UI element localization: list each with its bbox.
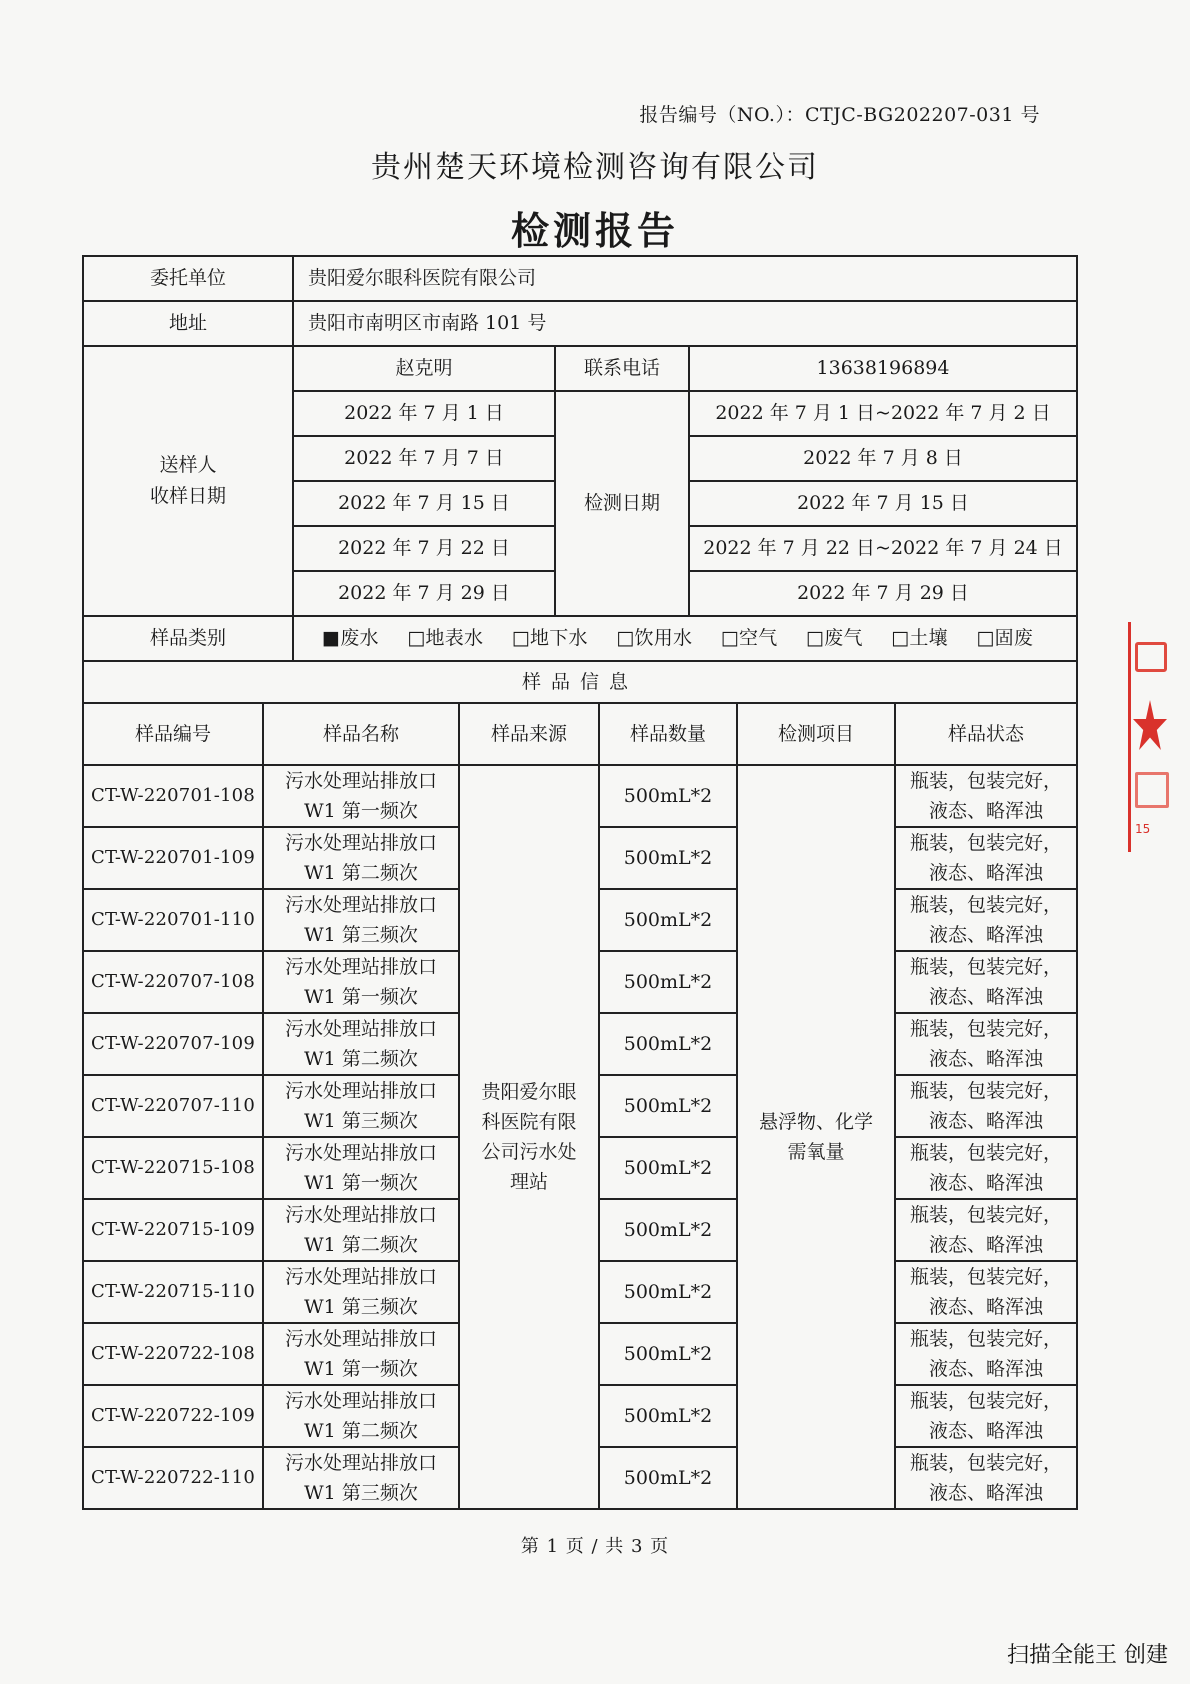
sample-quantity: 500mL*2 bbox=[599, 1137, 737, 1199]
test-items bbox=[737, 765, 895, 1509]
sample-name-line1: 污水处理站排放口 bbox=[284, 1142, 437, 1164]
col-header-name: 样品名称 bbox=[263, 703, 459, 765]
sample-name-line1: 污水处理站排放口 bbox=[284, 1452, 437, 1474]
sample-name bbox=[263, 1323, 459, 1385]
sample-state-line1: 瓶装，包装完好， bbox=[910, 1142, 1063, 1164]
category-option-air: □空气 bbox=[720, 627, 778, 649]
address-value: 贵阳市南明区市南路 101 号 bbox=[293, 301, 1077, 346]
sample-name-line2: W1 第三频次 bbox=[304, 1482, 418, 1504]
sample-code: CT-W-220707-110 bbox=[83, 1075, 263, 1137]
col-header-code: 样品编号 bbox=[83, 703, 263, 765]
sample-state-line1: 瓶装，包装完好， bbox=[910, 1204, 1063, 1226]
page-number: 第 1 页 / 共 3 页 bbox=[520, 1536, 670, 1557]
sample-state-line1: 瓶装，包装完好， bbox=[910, 894, 1063, 916]
sample-name-line1: 污水处理站排放口 bbox=[284, 956, 437, 978]
sample-name-line2: W1 第二频次 bbox=[304, 1234, 418, 1256]
sample-state-line2: 液态、略浑浊 bbox=[929, 1420, 1044, 1442]
sample-state-line2: 液态、略浑浊 bbox=[929, 1482, 1044, 1504]
sample-state-line2: 液态、略浑浊 bbox=[929, 986, 1044, 1008]
sample-name bbox=[263, 951, 459, 1013]
sample-state-line1: 瓶装，包装完好， bbox=[910, 1018, 1063, 1040]
test-date: 2022 年 7 月 29 日 bbox=[689, 571, 1077, 616]
sample-state-line2: 液态、略浑浊 bbox=[929, 1358, 1044, 1380]
info-table bbox=[82, 255, 1078, 662]
sample-name-line1: 污水处理站排放口 bbox=[284, 1328, 437, 1350]
category-option-soil: □土壤 bbox=[891, 627, 948, 649]
sample-quantity: 500mL*2 bbox=[599, 1385, 737, 1447]
sample-state bbox=[895, 1075, 1077, 1137]
sample-name-line1: 污水处理站排放口 bbox=[284, 1204, 437, 1226]
stamp-mark-icon bbox=[1135, 772, 1169, 808]
sample-quantity: 500mL*2 bbox=[599, 1447, 737, 1509]
sender-label-line1: 送样人 bbox=[159, 454, 217, 476]
sample-name bbox=[263, 1261, 459, 1323]
stamp-mark-icon: 15 bbox=[1135, 822, 1151, 836]
sample-state-line1: 瓶装，包装完好， bbox=[910, 1390, 1063, 1412]
sample-state-line1: 瓶装，包装完好， bbox=[910, 832, 1063, 854]
sample-name bbox=[263, 1447, 459, 1509]
sample-state-line1: 瓶装，包装完好， bbox=[910, 1328, 1063, 1350]
address-row bbox=[83, 301, 1077, 346]
sample-name-line2: W1 第一频次 bbox=[304, 1172, 418, 1194]
sample-name-line2: W1 第三频次 bbox=[304, 1110, 418, 1132]
sample-state-line2: 液态、略浑浊 bbox=[929, 1234, 1044, 1256]
column-header-row bbox=[83, 703, 1077, 765]
sample-state bbox=[895, 827, 1077, 889]
sample-code: CT-W-220701-108 bbox=[83, 765, 263, 827]
phone-value: 13638196894 bbox=[689, 346, 1077, 391]
sender-label bbox=[83, 346, 293, 616]
sample-state bbox=[895, 1261, 1077, 1323]
sample-state bbox=[895, 1447, 1077, 1509]
report-table-frame bbox=[82, 255, 1076, 1510]
sample-quantity: 500mL*2 bbox=[599, 951, 737, 1013]
sample-state-line2: 液态、略浑浊 bbox=[929, 924, 1044, 946]
sample-name-line2: W1 第二频次 bbox=[304, 1048, 418, 1070]
sample-quantity: 500mL*2 bbox=[599, 1323, 737, 1385]
category-row bbox=[83, 616, 1077, 661]
sample-code: CT-W-220722-109 bbox=[83, 1385, 263, 1447]
sample-name-line1: 污水处理站排放口 bbox=[284, 1266, 437, 1288]
sample-state-line1: 瓶装，包装完好， bbox=[910, 1080, 1063, 1102]
sample-name-line2: W1 第三频次 bbox=[304, 1296, 418, 1318]
sample-state bbox=[895, 1137, 1077, 1199]
sample-code: CT-W-220715-108 bbox=[83, 1137, 263, 1199]
receive-date: 2022 年 7 月 7 日 bbox=[293, 436, 555, 481]
col-header-state: 样品状态 bbox=[895, 703, 1077, 765]
sender-name: 赵克明 bbox=[293, 346, 555, 391]
client-value: 贵阳爱尔眼科医院有限公司 bbox=[293, 256, 1077, 301]
sample-state bbox=[895, 1323, 1077, 1385]
sample-name-line1: 污水处理站排放口 bbox=[284, 1018, 437, 1040]
sample-state-line1: 瓶装，包装完好， bbox=[910, 956, 1063, 978]
sample-name bbox=[263, 1199, 459, 1261]
sample-name-line2: W1 第三频次 bbox=[304, 924, 418, 946]
sample-state-line2: 液态、略浑浊 bbox=[929, 1048, 1044, 1070]
sample-code: CT-W-220722-110 bbox=[83, 1447, 263, 1509]
sender-row bbox=[83, 346, 1077, 391]
sample-code: CT-W-220707-109 bbox=[83, 1013, 263, 1075]
category-option-surface-water: □地表水 bbox=[407, 627, 484, 649]
category-option-solid-waste: □固废 bbox=[976, 627, 1034, 649]
col-header-test-items: 检测项目 bbox=[737, 703, 895, 765]
col-header-quantity: 样品数量 bbox=[599, 703, 737, 765]
report-title: 检测报告 bbox=[510, 208, 679, 253]
sample-source bbox=[459, 765, 599, 1509]
category-options bbox=[293, 616, 1077, 661]
sample-info-header-row bbox=[83, 661, 1077, 703]
sample-name-line2: W1 第二频次 bbox=[304, 862, 418, 884]
sample-state bbox=[895, 1013, 1077, 1075]
sample-source-line1: 贵阳爱尔眼 bbox=[481, 1081, 577, 1103]
sample-code: CT-W-220722-108 bbox=[83, 1323, 263, 1385]
receive-date: 2022 年 7 月 1 日 bbox=[293, 391, 555, 436]
sample-source-line3: 公司污水处 bbox=[481, 1141, 577, 1163]
category-label: 样品类别 bbox=[83, 616, 293, 661]
sample-name-line2: W1 第一频次 bbox=[304, 800, 418, 822]
sample-source-line2: 科医院有限 bbox=[481, 1111, 577, 1133]
sample-name-line1: 污水处理站排放口 bbox=[284, 1390, 437, 1412]
sample-quantity: 500mL*2 bbox=[599, 765, 737, 827]
sample-name-line1: 污水处理站排放口 bbox=[284, 770, 437, 792]
company-name: 贵州楚天环境检测咨询有限公司 bbox=[371, 150, 819, 185]
sample-name-line1: 污水处理站排放口 bbox=[284, 1080, 437, 1102]
test-date: 2022 年 7 月 22 日~2022 年 7 月 24 日 bbox=[689, 526, 1077, 571]
receive-date: 2022 年 7 月 22 日 bbox=[293, 526, 555, 571]
col-header-source: 样品来源 bbox=[459, 703, 599, 765]
sample-code: CT-W-220715-109 bbox=[83, 1199, 263, 1261]
sample-quantity: 500mL*2 bbox=[599, 1199, 737, 1261]
test-items-line1: 悬浮物、化学 bbox=[758, 1111, 873, 1133]
sender-label-line2: 收样日期 bbox=[149, 485, 226, 507]
category-option-groundwater: □地下水 bbox=[511, 627, 588, 649]
test-date: 2022 年 7 月 1 日~2022 年 7 月 2 日 bbox=[689, 391, 1077, 436]
sample-quantity: 500mL*2 bbox=[599, 889, 737, 951]
sample-name-line2: W1 第二频次 bbox=[304, 1420, 418, 1442]
sample-quantity: 500mL*2 bbox=[599, 827, 737, 889]
scanner-watermark: 扫描全能王 创建 bbox=[1007, 1643, 1168, 1668]
sample-code: CT-W-220701-109 bbox=[83, 827, 263, 889]
sample-state-line2: 液态、略浑浊 bbox=[929, 1296, 1044, 1318]
sample-code: CT-W-220715-110 bbox=[83, 1261, 263, 1323]
category-option-wastewater: ■废水 bbox=[322, 627, 379, 649]
category-option-drinking-water: □饮用水 bbox=[616, 627, 693, 649]
sample-name bbox=[263, 1137, 459, 1199]
sample-state-line2: 液态、略浑浊 bbox=[929, 862, 1044, 884]
test-date: 2022 年 7 月 8 日 bbox=[689, 436, 1077, 481]
sample-name bbox=[263, 1385, 459, 1447]
address-label: 地址 bbox=[83, 301, 293, 346]
seal-stamp-fragment bbox=[1128, 622, 1171, 852]
sample-state bbox=[895, 951, 1077, 1013]
test-items-line2: 需氧量 bbox=[787, 1141, 845, 1163]
client-label: 委托单位 bbox=[83, 256, 293, 301]
sample-name-line1: 污水处理站排放口 bbox=[284, 832, 437, 854]
sample-state bbox=[895, 1385, 1077, 1447]
sample-state-line1: 瓶装，包装完好， bbox=[910, 770, 1063, 792]
stamp-mark-icon bbox=[1135, 642, 1167, 672]
client-row bbox=[83, 256, 1077, 301]
category-option-exhaust: □废气 bbox=[805, 627, 863, 649]
phone-label: 联系电话 bbox=[555, 346, 689, 391]
sample-state-line1: 瓶装，包装完好， bbox=[910, 1452, 1063, 1474]
sample-source-line4: 理站 bbox=[509, 1171, 548, 1193]
sample-name-line1: 污水处理站排放口 bbox=[284, 894, 437, 916]
sample-code: CT-W-220701-110 bbox=[83, 889, 263, 951]
sample-name bbox=[263, 765, 459, 827]
sample-code: CT-W-220707-108 bbox=[83, 951, 263, 1013]
sample-state bbox=[895, 1199, 1077, 1261]
sample-table bbox=[82, 660, 1078, 1510]
sample-quantity: 500mL*2 bbox=[599, 1261, 737, 1323]
sample-quantity: 500mL*2 bbox=[599, 1075, 737, 1137]
sample-state-line2: 液态、略浑浊 bbox=[929, 1110, 1044, 1132]
sample-name bbox=[263, 1075, 459, 1137]
sample-name bbox=[263, 889, 459, 951]
table-row bbox=[83, 765, 1077, 827]
receive-date: 2022 年 7 月 29 日 bbox=[293, 571, 555, 616]
sample-info-header: 样品信息 bbox=[83, 661, 1077, 703]
receive-date: 2022 年 7 月 15 日 bbox=[293, 481, 555, 526]
sample-name-line2: W1 第一频次 bbox=[304, 1358, 418, 1380]
sample-state bbox=[895, 765, 1077, 827]
sample-name-line2: W1 第一频次 bbox=[304, 986, 418, 1008]
report-number: 报告编号（NO.）：CTJC-BG202207-031 号 bbox=[639, 104, 1040, 126]
sample-name bbox=[263, 1013, 459, 1075]
test-date: 2022 年 7 月 15 日 bbox=[689, 481, 1077, 526]
sample-state-line1: 瓶装，包装完好， bbox=[910, 1266, 1063, 1288]
sample-state bbox=[895, 889, 1077, 951]
sample-name bbox=[263, 827, 459, 889]
sample-state-line2: 液态、略浑浊 bbox=[929, 800, 1044, 822]
test-date-label: 检测日期 bbox=[555, 391, 689, 616]
sample-quantity: 500mL*2 bbox=[599, 1013, 737, 1075]
stamp-star-icon bbox=[1133, 700, 1167, 750]
sample-state-line2: 液态、略浑浊 bbox=[929, 1172, 1044, 1194]
